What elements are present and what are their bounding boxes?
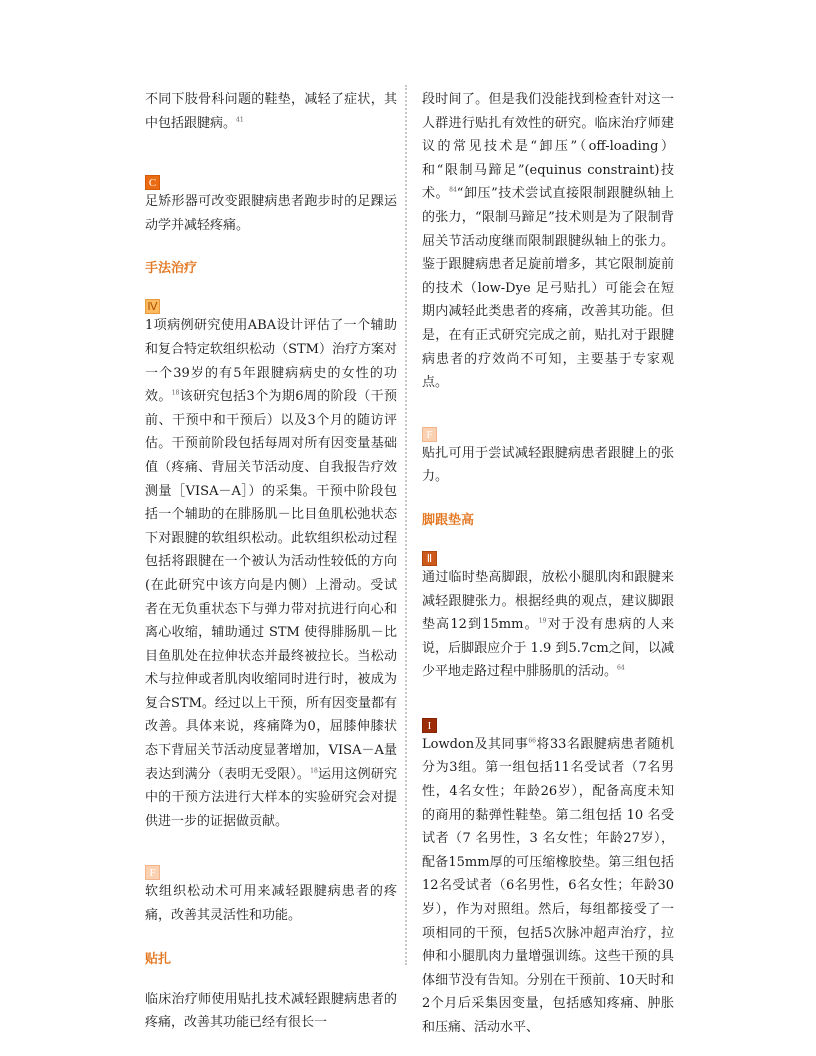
paragraph: 段时间了。但是我们没能找到检查针对这一人群进行贴扎有效性的研究。临床治疗师建议的常见技术是“卸压”（off-loading）和“限制马蹄足”(equinus constraint)技术。$^{84}$“卸压”技术尝试直接限制跟腱纵轴上的张力，“限制马蹄足”技术则是为了限制背屈关节活动度继而限制跟腱纵轴上的张力。鉴于跟腱病患者足旋前增多，其它限制旋前的技术（low-Dye 足弓贴扎）可能会在短期内减轻此类患者的疼痛，改善其功能。但是，在有正式研究完成之前，贴扎对于跟腱病患者的疗效尚不可知，主要基于专家观点。 <box>422 92 674 391</box>
right-column <box>422 88 674 1040</box>
recommendation-text: 足矫形器可改变跟腱病患者跑步时的足踝运动学并减轻疼痛。 <box>145 194 397 233</box>
paragraph: 临床治疗师使用贴扎技术减轻跟腱病患者的疼痛，改善其功能已经有很长一 <box>145 991 397 1031</box>
evidence-grade-row <box>422 423 674 442</box>
evidence-grade-badge: F <box>422 427 437 442</box>
evidence-grade-row <box>422 547 674 566</box>
paragraph: Lowdon及其同事$^{66}$将33名跟腱病患者随机分为3组。第一组包括11名受试者（7名男性，4名女性；年龄26岁），配备高度未知的商用的黏弹性鞋垫。第二组包括 10 名受试者（7 名男性，3 名女性；年龄27岁），配备15mm厚的可压缩橡胶垫。第三组包括12名受试者（6名男性，6名女性；年龄30岁），作为对照组。然后，每组都接受了一项相同的干预，包括5次脉冲超声治疗，拉伸和小腿肌肉力量增强训练。这些干预的具体细节没有告知。分别在干预前、10天时和2个月后采集因变量，包括感知疼痛、肿胀和压痛、活动水平、 <box>422 736 674 1035</box>
citation-ref: 18 <box>171 389 180 397</box>
citation-ref: 64 <box>617 664 625 672</box>
paragraph: 通过临时垫高脚跟，放松小腿肌肉和跟腱来减轻跟腱张力。根据经典的观点，建议脚跟垫高12到15mm。$^{19}$对于没有患病的人来说，后脚跟应介于 1.9 到5.7cm之间，以减少平地走路过程中腓肠肌的活动。$^{64}$ <box>422 569 674 680</box>
section-heading-heel-lift: 脚跟垫高 <box>422 512 475 528</box>
evidence-grade-badge: F <box>145 865 160 880</box>
evidence-grade-badge: I <box>422 718 437 733</box>
citation-ref: 41 <box>236 116 244 124</box>
section-heading-manual-therapy: 手法治疗 <box>145 261 198 277</box>
evidence-grade-badge: Ⅱ <box>422 551 437 566</box>
recommendation-text: 贴扎可用于尝试减轻跟腱病患者跟腱上的张力。 <box>422 445 674 485</box>
citation-ref: 66 <box>528 737 536 745</box>
citation-ref: 19 <box>538 617 547 625</box>
evidence-grade-badge: Ⅳ <box>145 299 160 314</box>
evidence-grade-row <box>145 295 397 314</box>
paragraph: 不同下肢骨科问题的鞋垫，减轻了症状，其中包括跟腱病。$^{41}$ <box>145 92 397 131</box>
paragraph: 1项病例研究使用ABA设计评估了一个辅助和复合特定软组织松动（STM）治疗方案对一个39岁的有5年跟腱病病史的女性的功效。$^{18}$该研究包括3个为期6周的阶段（干预前、干预中和干预后）以及3个月的随访评估。干预前阶段包括每周对所有因变量基础值（疼痛、背屈关节活动度、自我报告疗效测量［VISA－A］）的采集。干预中阶段包括一个辅助的在腓肠肌－比目鱼肌松弛状态下对跟腱的软组织松动。此软组织松动过程包括将跟腱在一个被认为活动性较低的方向(在此研究中该方向是内侧）上滑动。受试者在无负重状态下与弹力带对抗进行向心和离心收缩，辅助通过 STM 使得腓肠肌－比目鱼肌处在拉伸状态并最终被拉长。当松动术与拉伸或者肌肉收缩同时进行时，被成为复合STM。经过以上干预，所有因变量都有改善。具体来说，疼痛降为0，屈膝伸膝状态下背屈关节活动度显著增加，VISA－A量表达到满分（表明无受限）。$^{18}$运用这例研究中的干预方法进行大样本的实验研究会对提供进一步的证据做贡献。 <box>145 318 397 829</box>
left-column <box>145 88 397 1035</box>
citation-ref: 18 <box>310 767 318 775</box>
citation-ref: 84 <box>449 187 457 195</box>
evidence-grade-row <box>422 714 674 733</box>
evidence-grade-row <box>145 861 397 880</box>
column-divider <box>405 85 407 965</box>
evidence-grade-badge: C <box>145 175 160 190</box>
evidence-grade-row <box>145 171 397 190</box>
section-heading-taping: 贴扎 <box>145 951 172 967</box>
recommendation-text: 软组织松动术可用来减轻跟腱病患者的疼痛，改善其灵活性和功能。 <box>145 884 397 924</box>
